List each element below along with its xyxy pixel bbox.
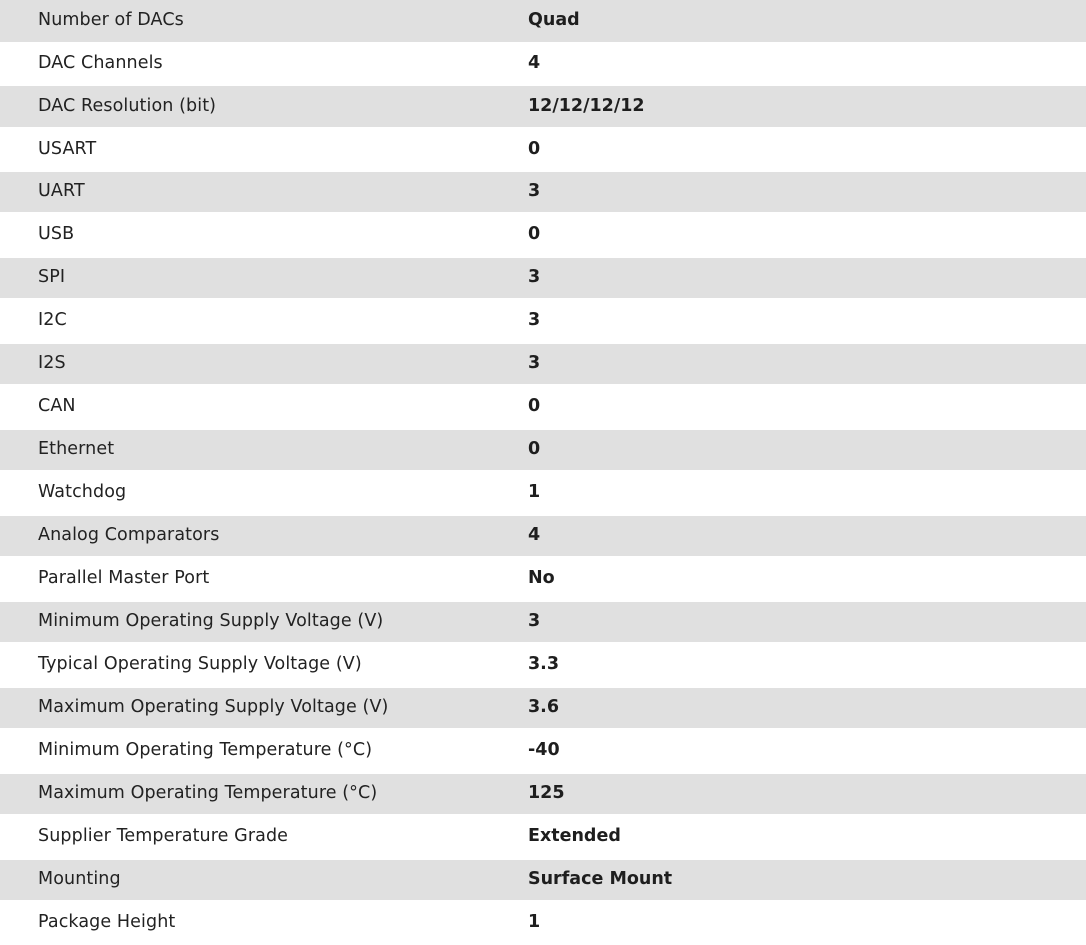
spec-label: DAC Resolution (bit) <box>38 95 217 116</box>
spec-label: Mounting <box>38 869 121 890</box>
spec-value: 0 <box>528 439 541 460</box>
spec-row-usart <box>0 127 1086 172</box>
spec-value: Extended <box>528 826 621 847</box>
spec-row-typ-supply-voltage <box>0 642 1086 688</box>
spec-row-max-supply-voltage <box>0 688 1086 728</box>
spec-label: I2C <box>38 310 67 331</box>
spec-label: Analog Comparators <box>38 525 220 546</box>
spec-row-usb <box>0 212 1086 258</box>
spec-label: USB <box>38 224 75 245</box>
spec-label: Typical Operating Supply Voltage (V) <box>38 654 362 675</box>
spec-label: Ethernet <box>38 439 115 460</box>
spec-value: 3 <box>528 353 541 374</box>
spec-row-ethernet <box>0 430 1086 470</box>
spec-row-watchdog <box>0 470 1086 516</box>
spec-value: 3 <box>528 310 541 331</box>
spec-label: Number of DACs <box>38 10 184 31</box>
spec-value: Surface Mount <box>528 869 673 890</box>
spec-row-can <box>0 384 1086 430</box>
spec-label: Parallel Master Port <box>38 568 210 589</box>
spec-value: 3 <box>528 267 541 288</box>
spec-label: CAN <box>38 396 76 417</box>
spec-row-analog-comparators <box>0 516 1086 556</box>
spec-row-min-temperature <box>0 728 1086 774</box>
spec-row-mounting <box>0 860 1086 900</box>
spec-label: USART <box>38 138 97 159</box>
spec-label: Package Height <box>38 911 176 932</box>
spec-label: Watchdog <box>38 482 127 503</box>
spec-label: Minimum Operating Supply Voltage (V) <box>38 611 384 632</box>
spec-row-uart <box>0 172 1086 212</box>
spec-label: Maximum Operating Supply Voltage (V) <box>38 697 389 718</box>
spec-value: 0 <box>528 138 541 159</box>
spec-value: 3 <box>528 181 541 202</box>
spec-label: Maximum Operating Temperature (°C) <box>38 783 378 804</box>
spec-row-spi <box>0 258 1086 298</box>
spec-value: 12/12/12/12 <box>528 95 645 116</box>
spec-row-temperature-grade <box>0 814 1086 860</box>
spec-row-parallel-master-port <box>0 556 1086 602</box>
spec-row-max-temperature <box>0 774 1086 814</box>
spec-row-package-height <box>0 900 1086 945</box>
spec-label: SPI <box>38 267 66 288</box>
spec-label: I2S <box>38 353 66 374</box>
spec-label: Minimum Operating Temperature (°C) <box>38 740 373 761</box>
spec-row-min-supply-voltage <box>0 602 1086 642</box>
spec-label: Supplier Temperature Grade <box>38 826 289 847</box>
spec-value: 3 <box>528 611 541 632</box>
spec-value: 3.6 <box>528 697 560 718</box>
spec-value: 4 <box>528 53 541 74</box>
spec-value: 125 <box>528 783 565 804</box>
spec-value: 0 <box>528 396 541 417</box>
spec-row-i2c <box>0 298 1086 344</box>
spec-value: Quad <box>528 10 580 31</box>
spec-value: No <box>528 568 555 589</box>
spec-value: 1 <box>528 482 541 503</box>
spec-value: 4 <box>528 525 541 546</box>
spec-row-i2s <box>0 344 1086 384</box>
spec-value: -40 <box>528 740 560 761</box>
spec-value: 1 <box>528 911 541 932</box>
spec-value: 3.3 <box>528 654 560 675</box>
spec-row-dac-channels <box>0 42 1086 86</box>
spec-row-number-of-dacs <box>0 0 1086 42</box>
spec-label: UART <box>38 181 85 202</box>
spec-label: DAC Channels <box>38 53 163 74</box>
spec-row-dac-resolution <box>0 86 1086 127</box>
spec-value: 0 <box>528 224 541 245</box>
